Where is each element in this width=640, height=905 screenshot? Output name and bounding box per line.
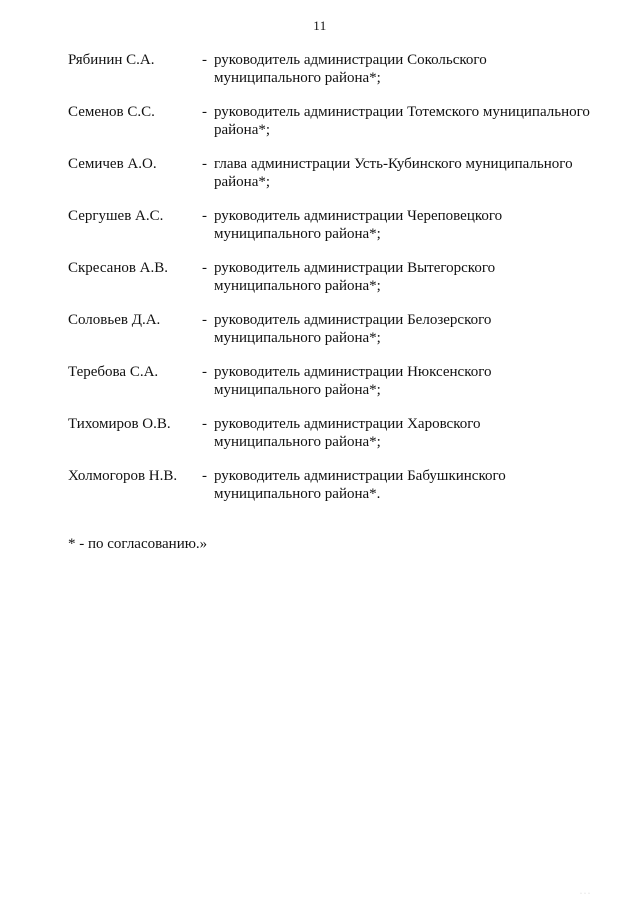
list-item xyxy=(68,104,613,139)
list-item xyxy=(68,208,613,243)
member-position: руководитель администрации Тотемского муниципального района*; xyxy=(214,104,590,138)
members-list xyxy=(68,52,613,520)
member-position: руководитель администрации Череповецкого муниципального района*; xyxy=(214,208,503,242)
member-name: Скресанов А.В. xyxy=(68,260,169,276)
member-position: руководитель администрации Вытегорского муниципального района*; xyxy=(214,260,496,294)
list-item xyxy=(68,156,613,191)
dash-separator: - xyxy=(202,416,207,432)
list-item xyxy=(68,312,613,347)
dash-separator: - xyxy=(202,104,207,120)
scan-artifact-mark: ··· xyxy=(580,891,592,897)
member-name: Соловьев Д.А. xyxy=(68,312,161,328)
member-position: руководитель администрации Бабушкинского муниципального района*. xyxy=(214,468,506,502)
list-item xyxy=(68,52,613,87)
member-position: руководитель администрации Харовского муниципального района*; xyxy=(214,416,481,450)
dash-separator: - xyxy=(202,364,207,380)
page-number: 11 xyxy=(313,18,327,33)
member-name: Семичев А.О. xyxy=(68,156,157,172)
member-position: руководитель администрации Нюксенского муниципального района*; xyxy=(214,364,492,398)
list-item xyxy=(68,364,613,399)
member-position: руководитель администрации Белозерского муниципального района*; xyxy=(214,312,492,346)
list-item xyxy=(68,468,613,503)
list-item xyxy=(68,416,613,451)
member-name: Сергушев А.С. xyxy=(68,208,164,224)
member-name: Тихомиров О.В. xyxy=(68,416,171,432)
dash-separator: - xyxy=(202,260,207,276)
member-name: Семенов С.С. xyxy=(68,104,155,120)
dash-separator: - xyxy=(202,52,207,68)
footnote: * - по согласованию.» xyxy=(68,536,208,552)
list-item xyxy=(68,260,613,295)
member-position: глава администрации Усть-Кубинского муниципального района*; xyxy=(214,156,573,190)
member-position: руководитель администрации Сокольского муниципального района*; xyxy=(214,52,487,86)
dash-separator: - xyxy=(202,312,207,328)
member-name: Холмогоров Н.В. xyxy=(68,468,178,484)
dash-separator: - xyxy=(202,208,207,224)
dash-separator: - xyxy=(202,156,207,172)
member-name: Рябинин С.А. xyxy=(68,52,155,68)
member-name: Теребова С.А. xyxy=(68,364,159,380)
dash-separator: - xyxy=(202,468,207,484)
